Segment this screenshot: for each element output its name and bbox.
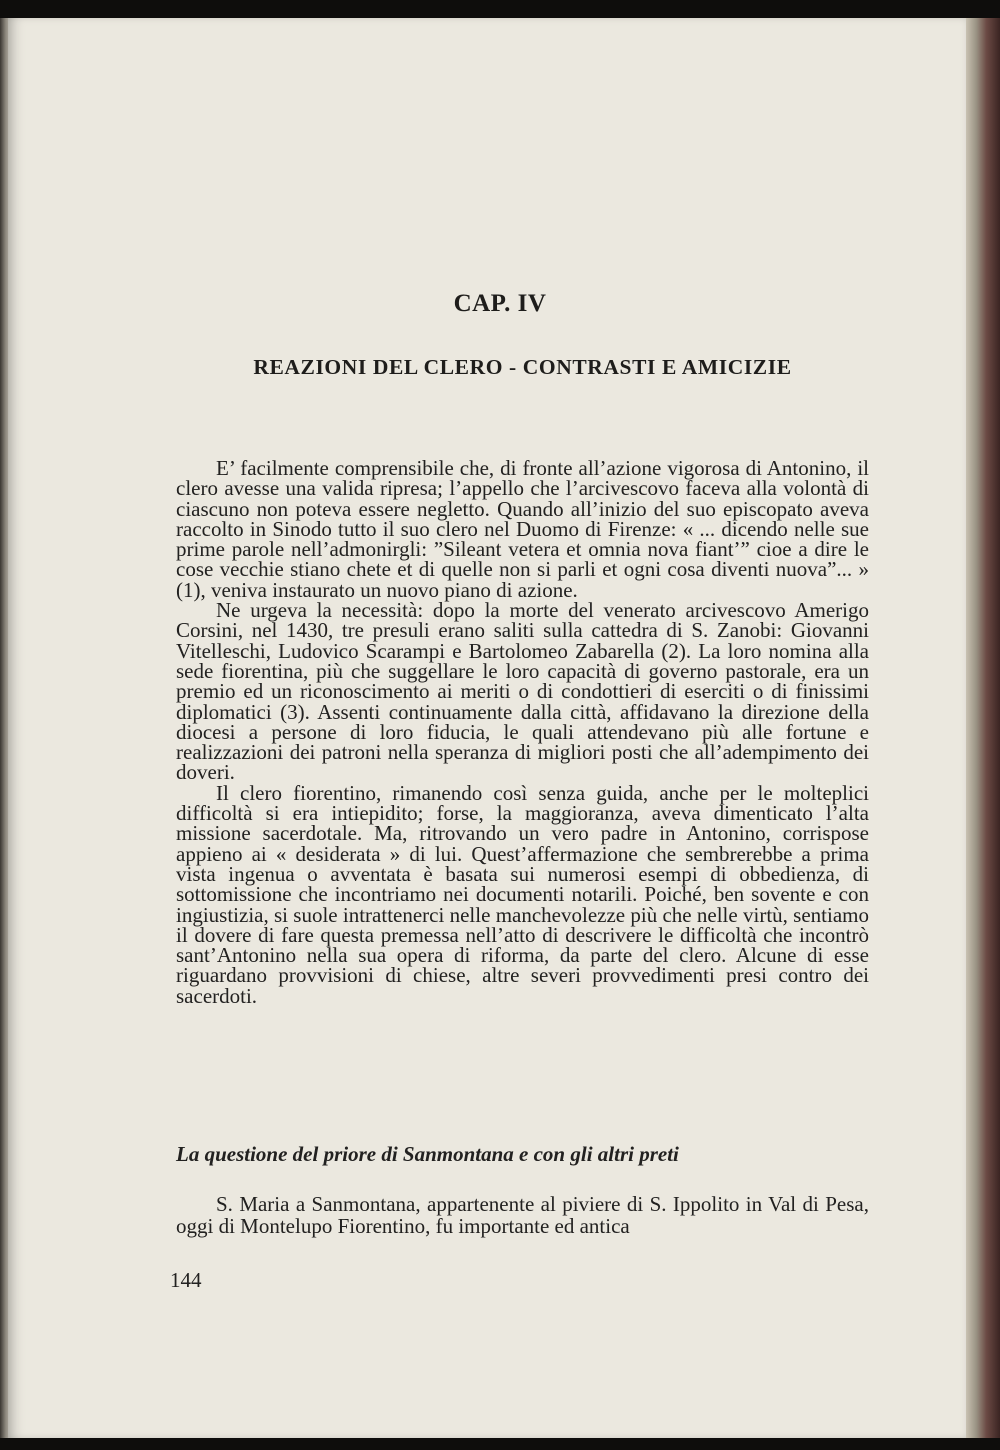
paragraph: E’ facilmente comprensibile che, di fronte all’azione vigorosa di Antonino, il clero avesse una valida ripresa; l’appello che l’arcivescovo faceva alla volontà di ciascuno non poteva essere negletto. Quando all’inizio del suo episcopato aveva raccolto in Sinodo tutto il suo clero nel Duomo di Firenze: « ... dicendo nelle sue prime parole nell’admonirgli: ”Sileant vetera et omnia nova fiant’” cioe a dire le cose vecchie stiano chete et di quelle non si parli et ogni cosa diventi nuova”... » (1), veniva instaurato un nuovo piano di azione.	[176, 456, 869, 602]
chapter-label: CAP. IV	[453, 290, 547, 317]
section-heading: La questione del priore di Sanmontana e con gli altri preti	[176, 1142, 679, 1166]
paragraph: S. Maria a Sanmontana, appartenente al piviere di S. Ippolito in Val di Pesa, oggi di Montelupo Fiorentino, fu importante ed antica	[176, 1192, 869, 1238]
chapter-title: REAZIONI DEL CLERO - CONTRASTI E AMICIZIE	[253, 355, 792, 379]
book-cover-edge	[966, 18, 1000, 1438]
chapter-body	[176, 458, 869, 1006]
page-number: 144	[170, 1268, 202, 1292]
paragraph: Il clero fiorentino, rimanendo così senza guida, anche per le molteplici difficoltà si era intiepidito; forse, la maggioranza, aveva dimenticato l’alta missione sacerdotale. Ma, ritrovando un vero padre in Antonino, corrispose appieno ai « desiderata » di lui. Quest’affermazione che sembrerebbe a prima vista ingenua o avventata è basata sui numerosi esempi di obbedienza, di sottomissione che incontriamo nei documenti notarili. Poiché, ben sovente e con ingiustizia, si suole intrattenerci nelle manchevolezze più che nelle virtù, sentiamo il dovere di fare questa premessa nell’atto di descrivere le difficoltà che incontrò sant’Antonino nella sua opera di riforma, da parte del clero. Alcune di esse riguardano provvisioni di chiese, altre severi provvedimenti presi contro dei sacerdoti.	[176, 780, 869, 1008]
paragraph: Ne urgeva la necessità: dopo la morte del venerato arcivescovo Amerigo Corsini, nel 1430, tre presuli erano saliti sulla cattedra di S. Zanobi: Giovanni Vitelleschi, Ludovico Scarampi e Bartolomeo Zabarella (2). La loro nomina alla sede fiorentina, più che suggellare le loro capacità di governo pastorale, era un premio ed un riconoscimento ai meriti o di condottieri di eserciti o di finissimi diplomatici (3). Assenti continuamente dalla città, affidavano la direzione della diocesi a persone di loro fiducia, le quali attendevano più alle fortune e realizzazioni dei patroni nella speranza di migliori posti che all’adempimento dei doveri.	[176, 598, 869, 785]
section-body	[176, 1193, 869, 1237]
